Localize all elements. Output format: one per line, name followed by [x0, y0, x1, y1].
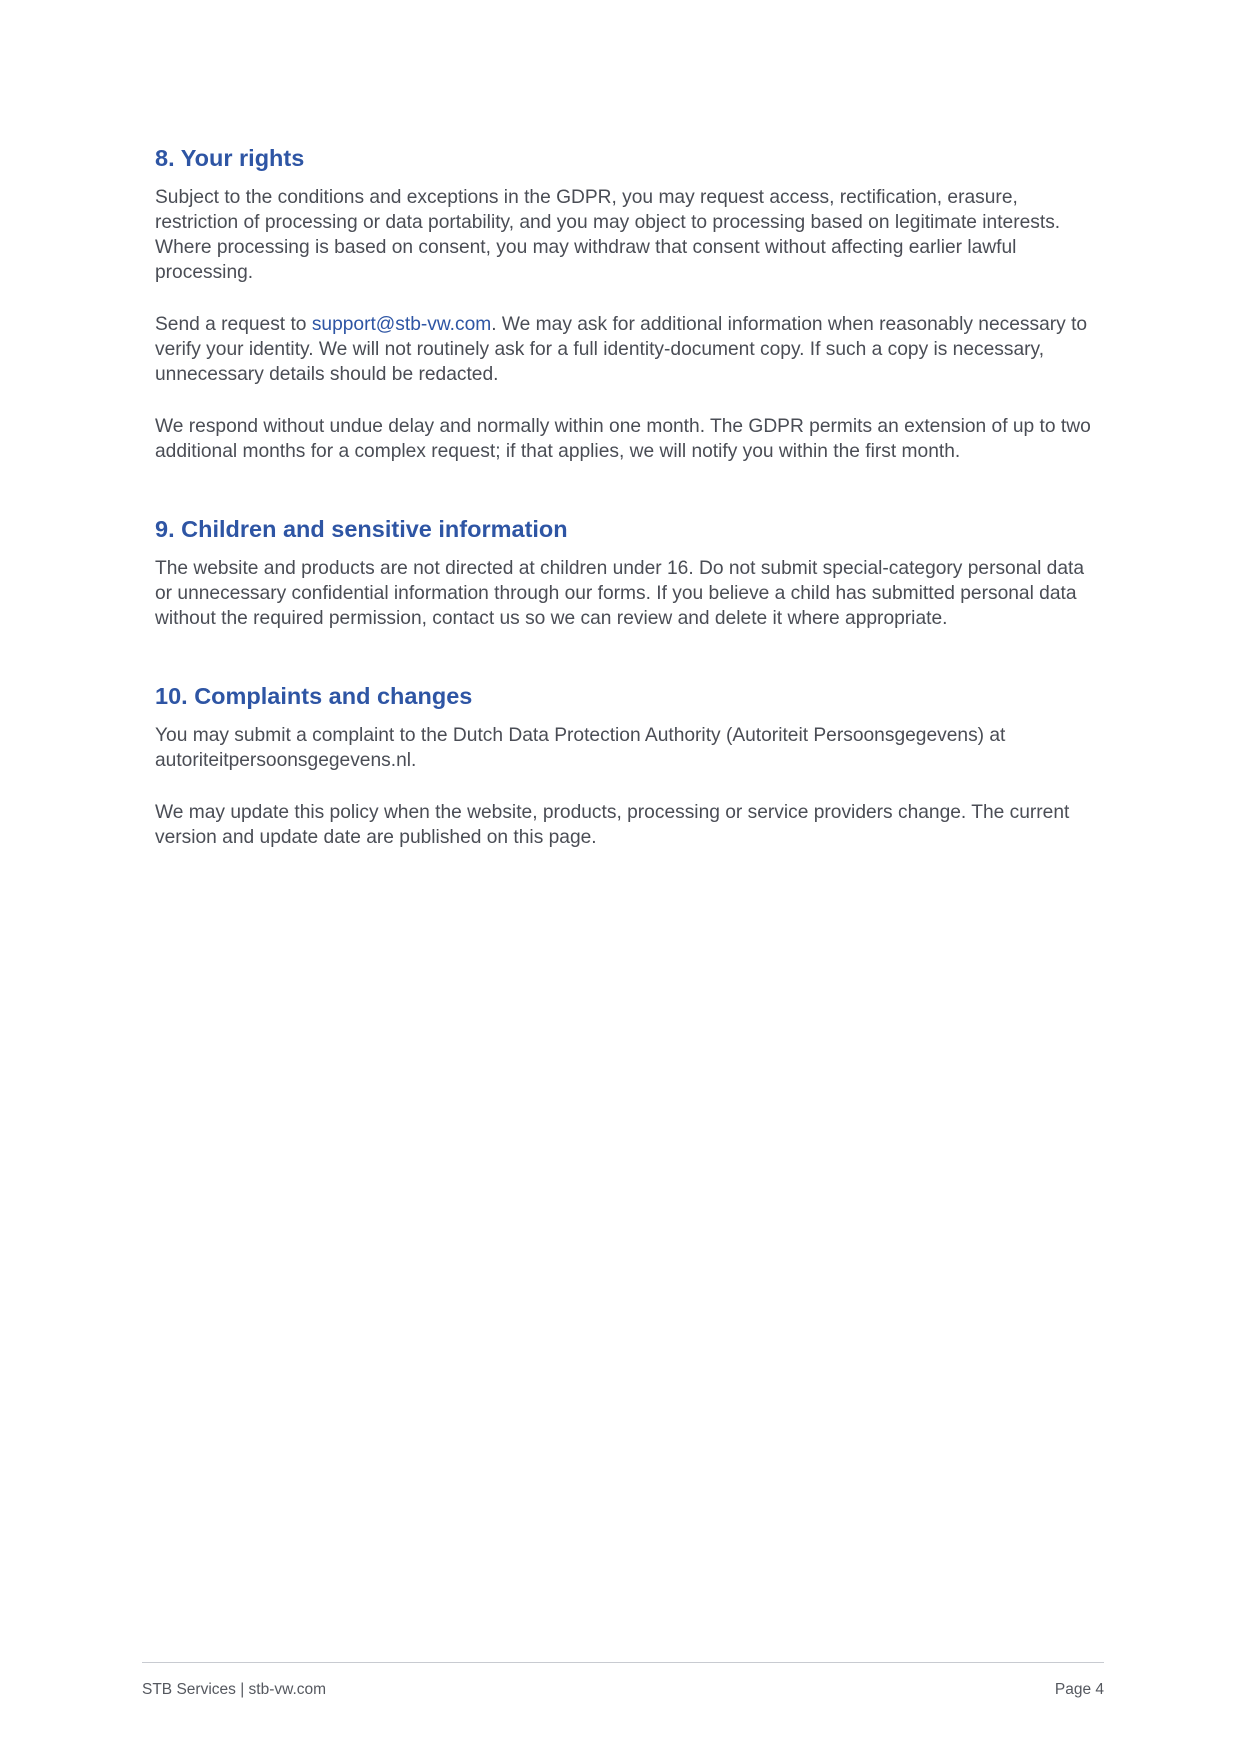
section-children-sensitive-information	[155, 514, 1105, 631]
paragraph	[155, 312, 1105, 387]
section-heading: 8. Your rights	[155, 145, 305, 171]
paragraph-text: . We may ask for additional information when reasonably necessary to verify your identity. We will not routinely ask for a full identity-document copy. If such a copy is necessary, unnecessary details should be redacted.	[155, 314, 1088, 385]
footer-page-number: Page 4	[1054, 1681, 1104, 1698]
section-your-rights	[155, 143, 1105, 464]
paragraph: We may update this policy when the website, products, processing or service providers change. The current version and update date are published on this page.	[155, 802, 1070, 848]
footer-divider	[142, 1662, 1104, 1663]
paragraph: The website and products are not directed at children under 16. Do not submit special-category personal data or unnecessary confidential information through our forms. If you believe a child has submitted personal data without the required permission, contact us so we can review and delete it where appropriate.	[155, 558, 1085, 629]
section-complaints-changes	[155, 681, 1105, 850]
document-body	[155, 143, 1105, 850]
section-heading: 9. Children and sensitive information	[155, 516, 568, 542]
footer-site-name: STB Services | stb-vw.com	[142, 1681, 327, 1698]
section-heading: 10. Complaints and changes	[155, 683, 473, 709]
paragraph: You may submit a complaint to the Dutch Data Protection Authority (Autoriteit Persoonsgegevens) at autoriteitpersoonsgegevens.nl.	[155, 725, 1006, 771]
support-email-link[interactable]: support@stb-vw.com	[311, 314, 492, 335]
paragraph: Subject to the conditions and exceptions in the GDPR, you may request access, rectification, erasure, restriction of processing or data portability, and you may object to processing based on legitimate interests. Where processing is based on consent, you may withdraw that consent without affecting earlier lawful processing.	[155, 187, 1061, 283]
paragraph-text: Send a request to	[155, 314, 312, 335]
paragraph: We respond without undue delay and normally within one month. The GDPR permits an extension of up to two additional months for a complex request; if that applies, we will notify you within the first month.	[155, 416, 1091, 462]
